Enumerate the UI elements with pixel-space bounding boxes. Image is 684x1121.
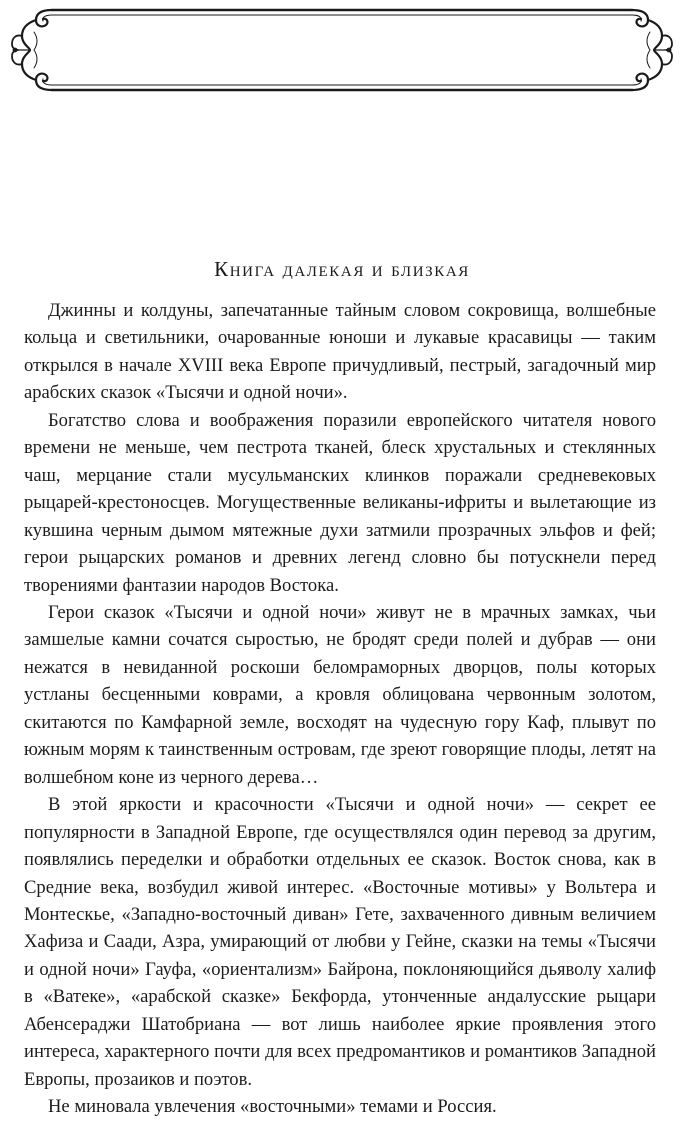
body-text — [24, 297, 656, 1121]
paragraph: Джинны и колдуны, запечатанные тайным словом сокровища, волшебные кольца и светильники, очарованные юноши и лукавые красавицы — таким открылся в начале XVIII века Европе причудливый, пестрый, загадочный мир арабских сказок «Тысячи и одной ночи». — [24, 300, 656, 404]
paragraph: Не миновала увлечения «восточными» темами и Россия. — [48, 1096, 497, 1118]
paragraph: В этой яркости и красочности «Тысячи и одной ночи» — секрет ее популярности в Западной Европе, где осуществлялся один перевод за другим, появлялись переделки и обработки отдельных ее сказок. Восток снова, как в Средние века, возбудил живой интерес. «Восточные мотивы» у Вольтера и Монтескье, «Западно-восточный диван» Гете, захваченного дивным величием Хафиза и Саади, Азра, умирающий от любви у Гейне, сказки на темы «Тысячи и одной ночи» Гауфа, «ориентализм» Байрона, поклоняющийся дьяволу халиф в «Ватеке», «арабской сказке» Бекфорда, утонченные андалусские рыцари Абенсераджи Шатобриана — вот лишь наиболее яркие проявления этого интереса, характерного почти для всех предромантиков и романтиков Западной Европы, прозаиков и поэтов. — [24, 794, 656, 1090]
chapter-title: Книга далекая и близкая — [214, 257, 470, 281]
ornamental-header-frame — [6, 4, 678, 96]
paragraph: Герои сказок «Тысячи и одной ночи» живут не в мрачных замках, чьи замшелые камни сочатся сыростью, не бродят среди полей и дубрав — они нежатся в невиданной роскоши беломраморных дворцов, полы которых устланы бесценными коврами, а кровля облицована червонным золотом, скитаются по Камфарной земле, восходят на чудесную гору Каф, плывут по южным морям к таинственным островам, где зреют говорящие плоды, летят на волшебном коне из черного дерева… — [24, 601, 656, 788]
paragraph: Богатство слова и воображения поразили европейского читателя нового времени не меньше, чем пестрота тканей, блеск хрустальных и стеклянных чаш, мерцание стали мусульманских клинков поражали средневековых рыцарей-крестоносцев. Могущественные великаны-ифриты и вылетающие из кувшина черным дымом мятежные духи затмили прозрачных эльфов и фей; герои рыцарских романов и древних легенд словно бы потускнели перед творениями фантазии народов Востока. — [24, 409, 656, 596]
